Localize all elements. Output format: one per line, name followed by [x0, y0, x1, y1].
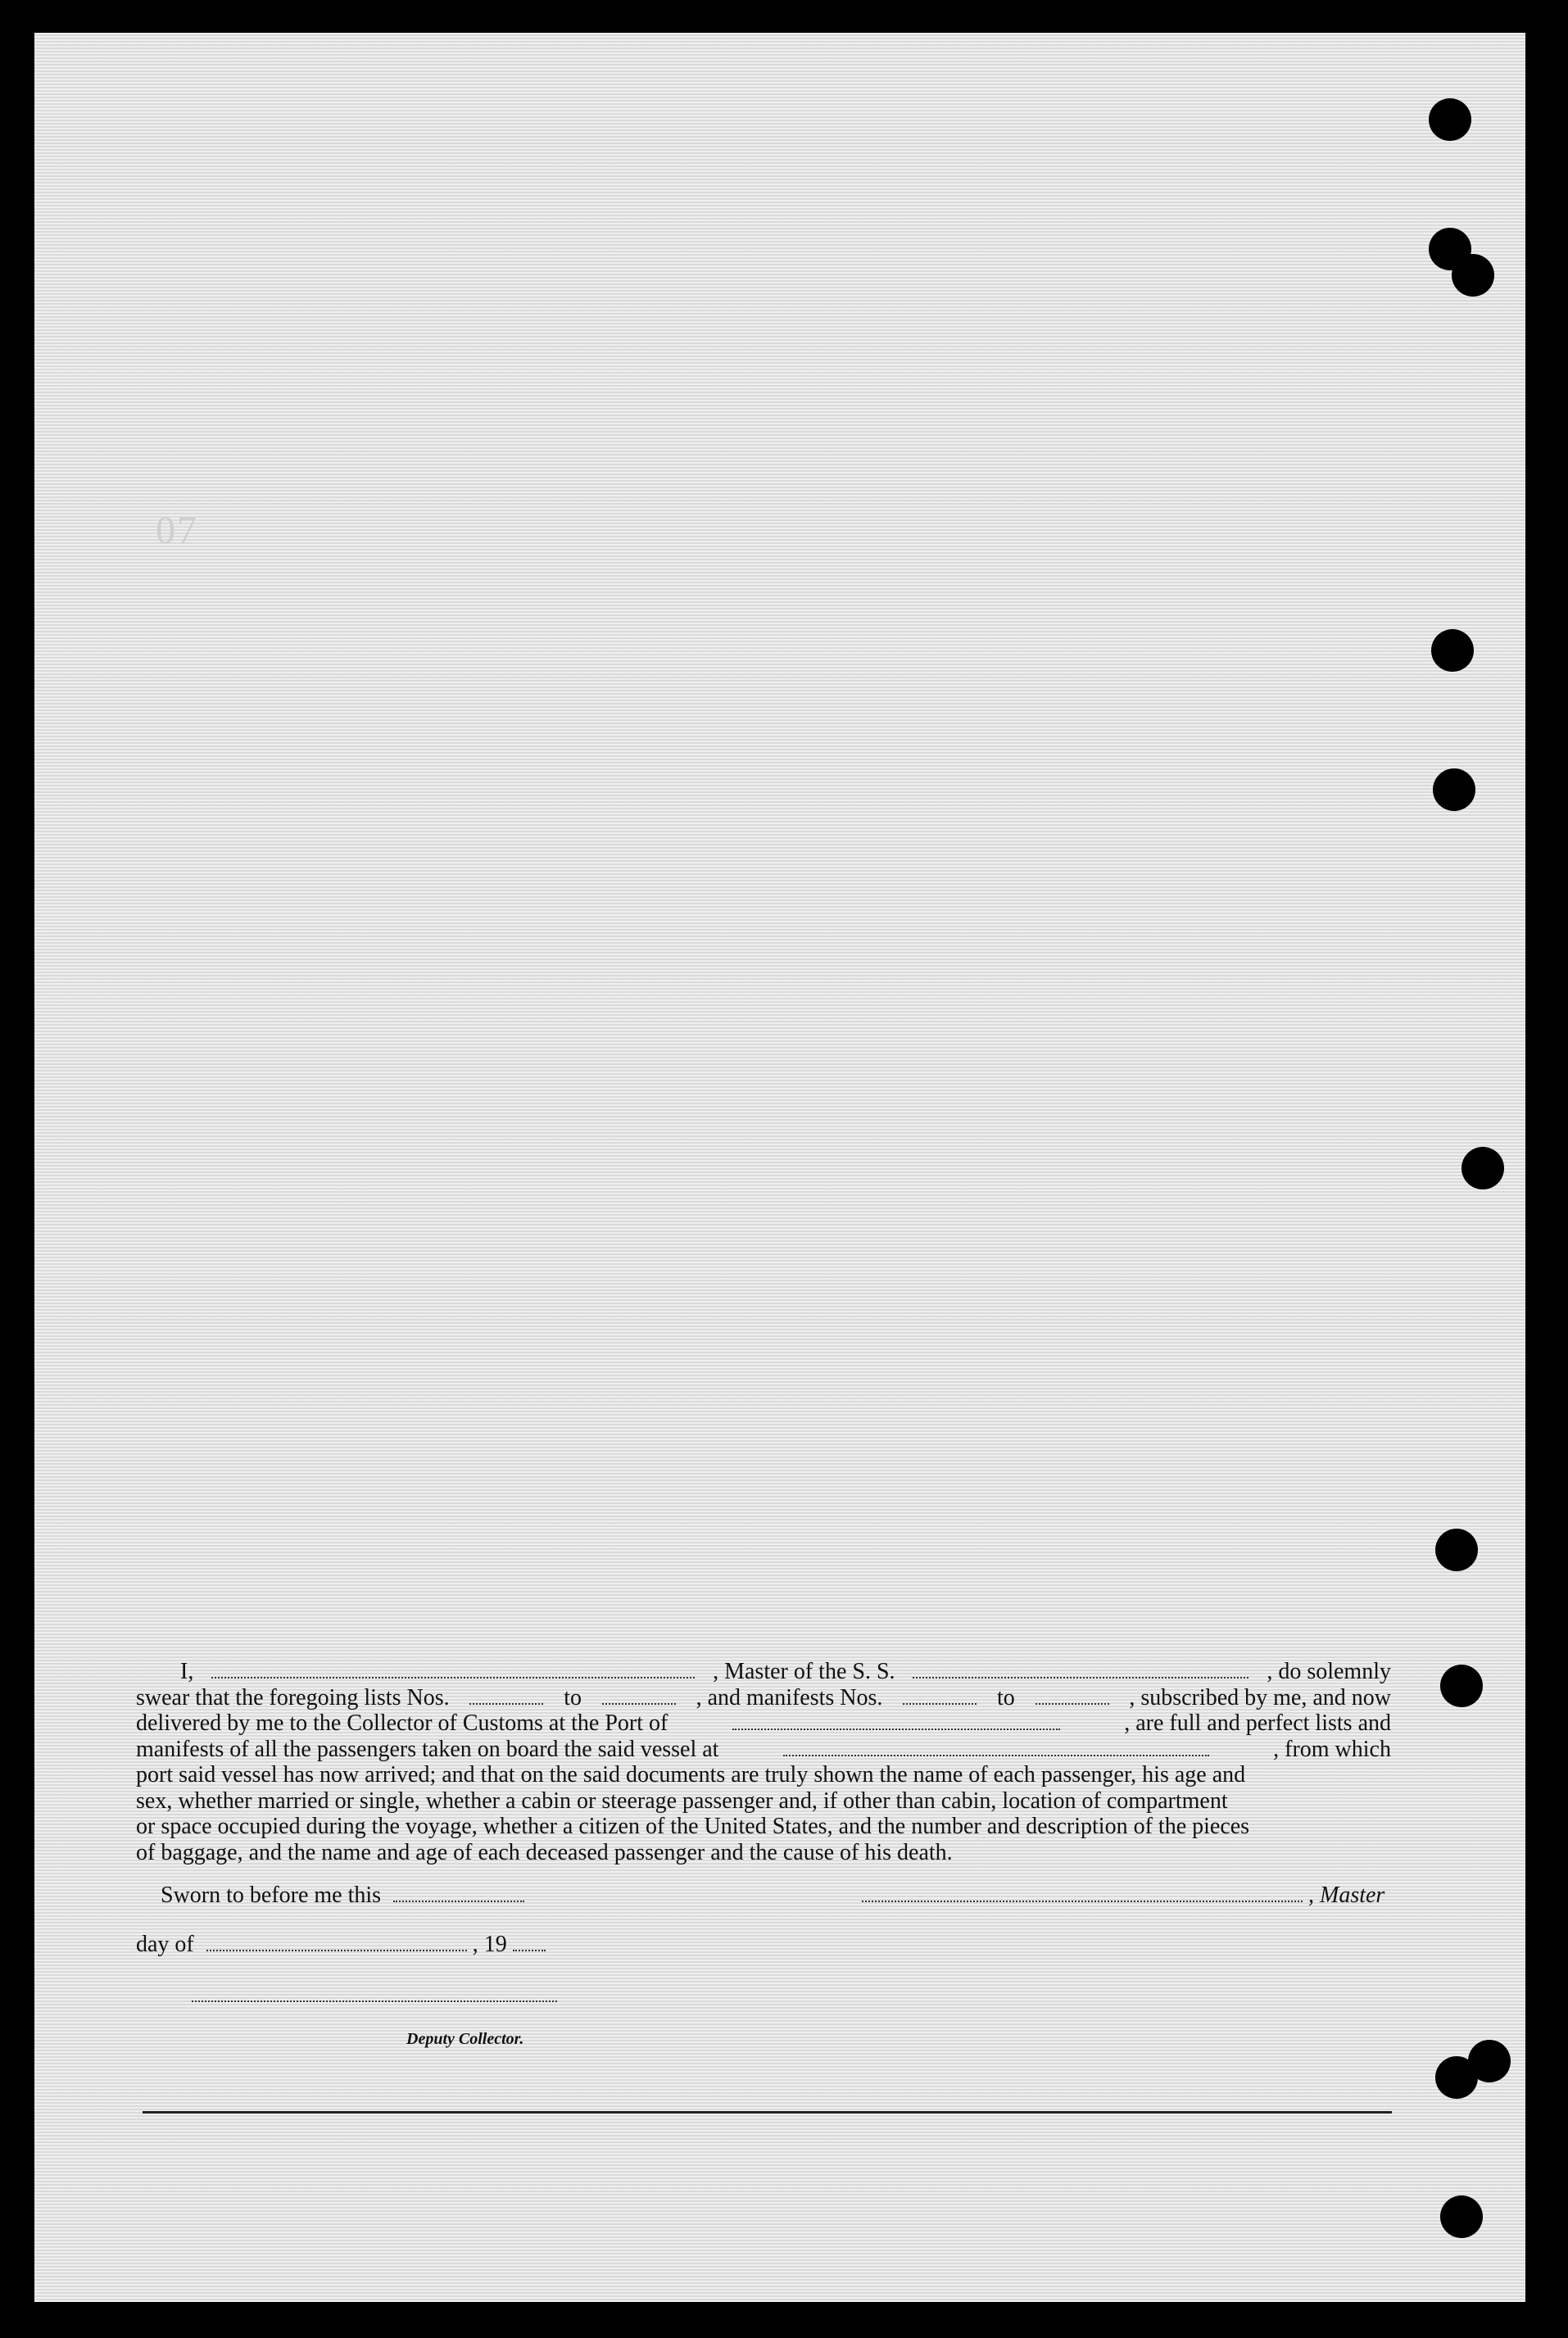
oath-text: or space occupied during the voyage, whether a citizen of the United States, and the number and description of the pieces: [136, 1814, 1250, 1839]
departure-port-field[interactable]: [783, 1737, 1209, 1756]
deputy-collector-label: Deputy Collector.: [406, 2030, 524, 2048]
oath-text: , are full and perfect lists and: [1124, 1710, 1391, 1736]
deputy-signature-row: [192, 1982, 557, 2009]
deputy-signature-field[interactable]: [192, 1982, 557, 2002]
year-label: , 19: [472, 1932, 507, 1957]
sworn-row: [161, 1883, 524, 1909]
oath-line: [136, 1788, 1391, 1815]
oath-text: swear that the foregoing lists Nos.: [136, 1684, 450, 1710]
oath-text: , and manifests Nos.: [696, 1684, 883, 1710]
faint-stamp-mark: 07: [156, 509, 198, 552]
oath-paragraph: [136, 1659, 1391, 1865]
punch-hole: [1431, 629, 1474, 672]
port-field[interactable]: [732, 1710, 1060, 1730]
day-of-row: [136, 1932, 546, 1958]
master-signature-field[interactable]: [862, 1883, 1303, 1902]
oath-line: [136, 1685, 1391, 1711]
bottom-rule: [143, 2111, 1392, 2114]
form-sheet: [34, 33, 1525, 2302]
oath-text: manifests of all the passengers taken on board the said vessel at: [136, 1736, 719, 1762]
sworn-day-field[interactable]: [393, 1883, 524, 1902]
master-label: , Master: [1308, 1883, 1385, 1908]
punch-hole: [1440, 1665, 1483, 1707]
master-name-field[interactable]: [211, 1659, 695, 1679]
oath-text: , do solemnly: [1267, 1659, 1391, 1684]
year-field[interactable]: [513, 1932, 546, 1951]
oath-text: port said vessel has now arrived; and that on the said documents are truly shown the name of each passenger, his age and: [136, 1762, 1246, 1787]
oath-line: [136, 1840, 1391, 1866]
month-field[interactable]: [206, 1932, 467, 1951]
lists-from-field[interactable]: [469, 1685, 543, 1705]
oath-text: of baggage, and the name and age of each deceased passenger and the cause of his death.: [136, 1839, 953, 1865]
oath-text: to: [997, 1684, 1015, 1710]
master-signature-row: [862, 1883, 1384, 1909]
punch-hole: [1462, 1147, 1504, 1189]
manifests-to-field[interactable]: [1036, 1685, 1109, 1705]
oath-text: , from which: [1273, 1736, 1391, 1762]
oath-text: , Master of the S. S.: [713, 1659, 895, 1684]
oath-line: [136, 1710, 1391, 1737]
oath-line: [136, 1814, 1391, 1840]
manifests-from-field[interactable]: [903, 1685, 977, 1705]
punch-hole: [1435, 2056, 1478, 2099]
oath-line: [136, 1659, 1391, 1685]
ship-name-field[interactable]: [913, 1659, 1249, 1679]
lists-to-field[interactable]: [602, 1685, 676, 1705]
oath-text: , subscribed by me, and now: [1129, 1684, 1391, 1710]
oath-text: to: [564, 1684, 582, 1710]
punch-hole: [1435, 1529, 1478, 1571]
oath-text: delivered by me to the Collector of Customs at the Port of: [136, 1710, 668, 1736]
punch-hole: [1429, 98, 1471, 141]
oath-text: sex, whether married or single, whether a cabin or steerage passenger and, if other than cabin, location of compartment: [136, 1787, 1228, 1814]
punch-hole: [1433, 768, 1475, 811]
oath-line: [136, 1737, 1391, 1763]
oath-line: [136, 1762, 1391, 1788]
punch-hole: [1452, 254, 1494, 297]
day-of-label: day of: [136, 1932, 194, 1957]
oath-text: I,: [180, 1659, 194, 1684]
punch-hole: [1440, 2195, 1483, 2238]
sworn-label: Sworn to before me this: [161, 1883, 382, 1908]
